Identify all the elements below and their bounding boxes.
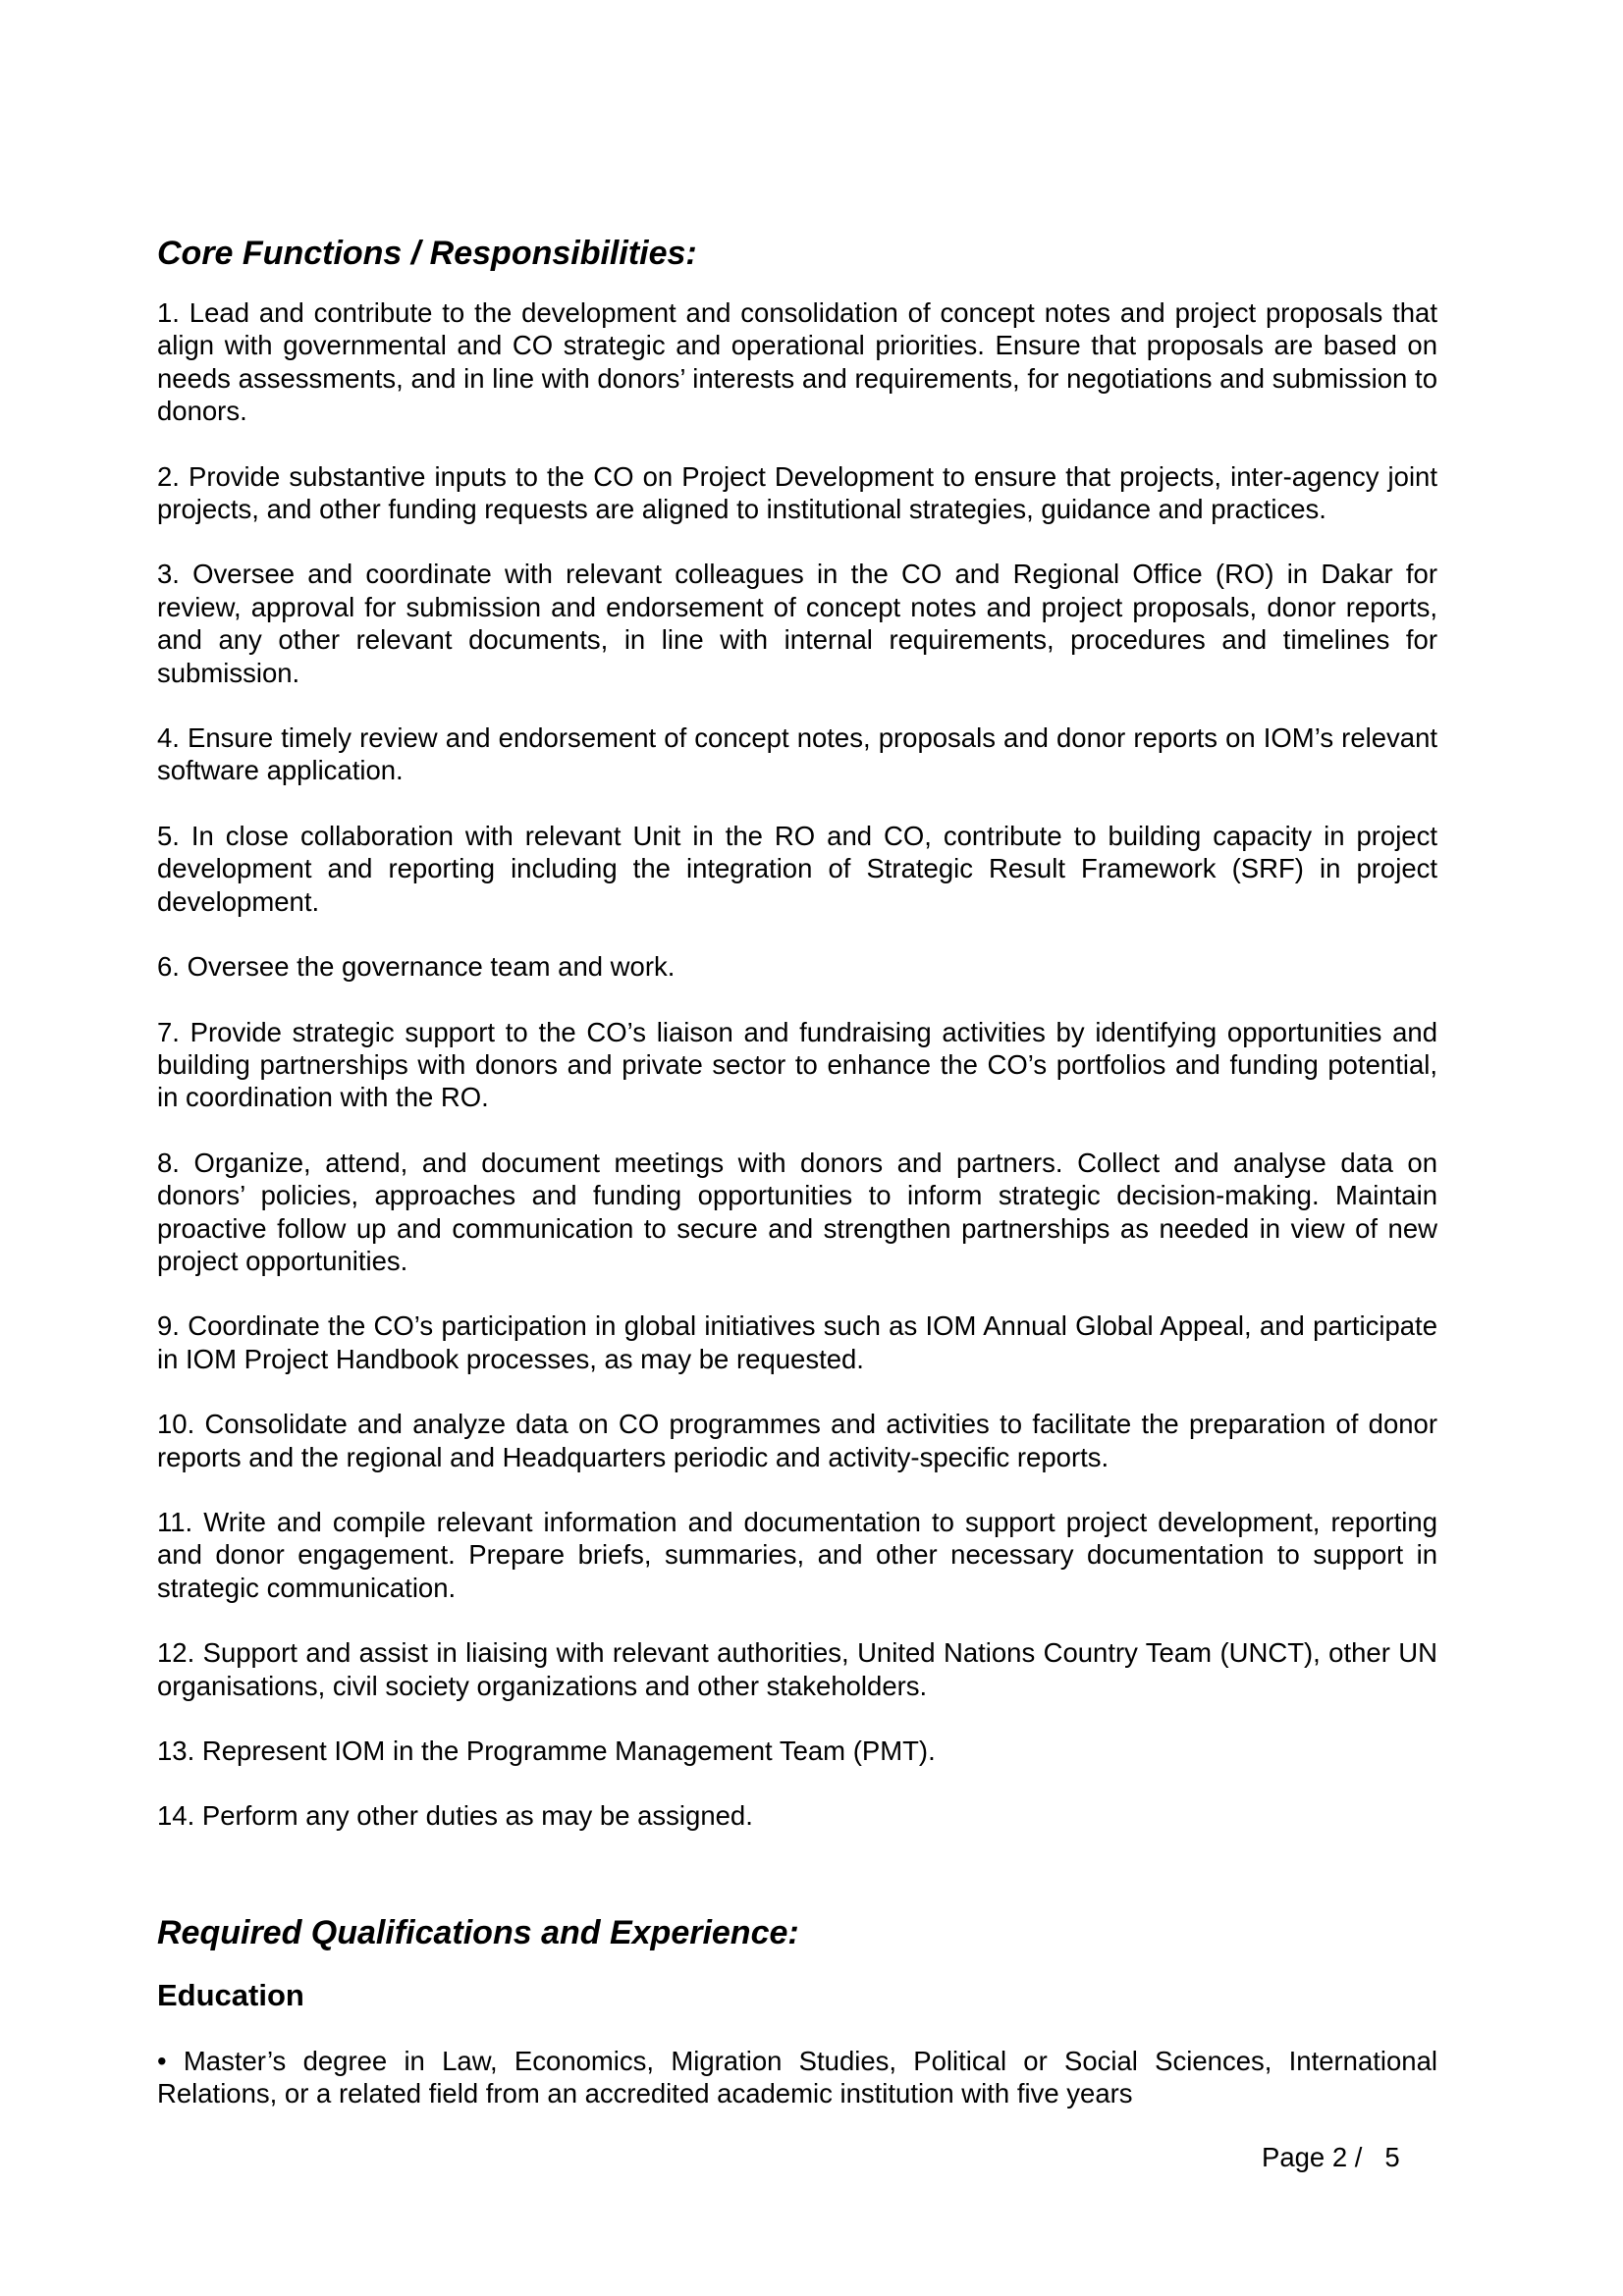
responsibility-item-13: 13. Represent IOM in the Programme Management Team (PMT). [157, 1735, 936, 1766]
responsibility-item-3: 3. Oversee and coordinate with relevant colleagues in the CO and Regional Office (RO) in Dakar for review, approval for submission and endorsement of concept notes and project proposals, donor reports, and any other relevant documents, in line with internal requirements, procedures and timelines for submission. [157, 559, 1437, 688]
responsibility-item-2: 2. Provide substantive inputs to the CO on Project Development to ensure that projects, inter-agency joint projects, and other funding requests are aligned to institutional strategies, guidance and practices. [157, 460, 1437, 525]
education-heading: Education [157, 1977, 304, 2012]
responsibility-item-12: 12. Support and assist in liaising with relevant authorities, United Nations Country Team (UNCT), other UN organisations, civil society organizations and other stakeholders. [157, 1637, 1437, 1701]
responsibility-item-4: 4. Ensure timely review and endorsement of concept notes, proposals and donor reports on IOM’s relevant software application. [157, 722, 1437, 786]
responsibility-item-5: 5. In close collaboration with relevant Unit in the RO and CO, contribute to building capacity in project development and reporting including the integration of Strategic Result Framework (SRF) in project development. [157, 820, 1437, 917]
responsibility-item-11: 11. Write and compile relevant information and documentation to support project development, reporting and donor engagement. Prepare briefs, summaries, and other necessary documentation to support in strategic communication. [157, 1506, 1437, 1603]
responsibility-item-8: 8. Organize, attend, and document meetings with donors and partners. Collect and analyse data on donors’ policies, approaches and funding opportunities to inform strategic decision-making. Maintain proactive follow up and communication to secure and strengthen partnerships as needed in view of new project opportunities. [157, 1147, 1437, 1276]
responsibility-item-14: 14. Perform any other duties as may be assigned. [157, 1800, 753, 1832]
responsibility-item-10: 10. Consolidate and analyze data on CO programmes and activities to facilitate the preparation of donor reports and the regional and Headquarters periodic and activity-specific reports. [157, 1409, 1437, 1472]
responsibility-item-6: 6. Oversee the governance team and work. [157, 951, 676, 983]
education-requirement: • Master’s degree in Law, Economics, Migration Studies, Political or Social Sciences, International Relations, or a related field from an accredited academic institution with five years [157, 2045, 1437, 2109]
responsibility-item-9: 9. Coordinate the CO’s participation in global initiatives such as IOM Annual Global Appeal, and participate in IOM Project Handbook processes, as may be requested. [157, 1310, 1437, 1374]
qualifications-heading: Required Qualifications and Experience: [157, 1913, 799, 1951]
responsibility-item-7: 7. Provide strategic support to the CO’s liaison and fundraising activities by identifying opportunities and building partnerships with donors and private sector to enhance the CO’s portfolios and funding potential, in coordination with the RO. [157, 1016, 1437, 1113]
core-functions-heading: Core Functions / Responsibilities: [157, 235, 697, 272]
document-page [157, 234, 1437, 2110]
page-number: Page 2 / 5 [1262, 2142, 1400, 2172]
responsibility-item-1: 1. Lead and contribute to the development and consolidation of concept notes and project proposals that align with governmental and CO strategic and operational priorities. Ensure that proposals are based on needs assessments, and in line with donors’ interests and requirements, for negotiations and submission to donors. [157, 297, 1437, 427]
